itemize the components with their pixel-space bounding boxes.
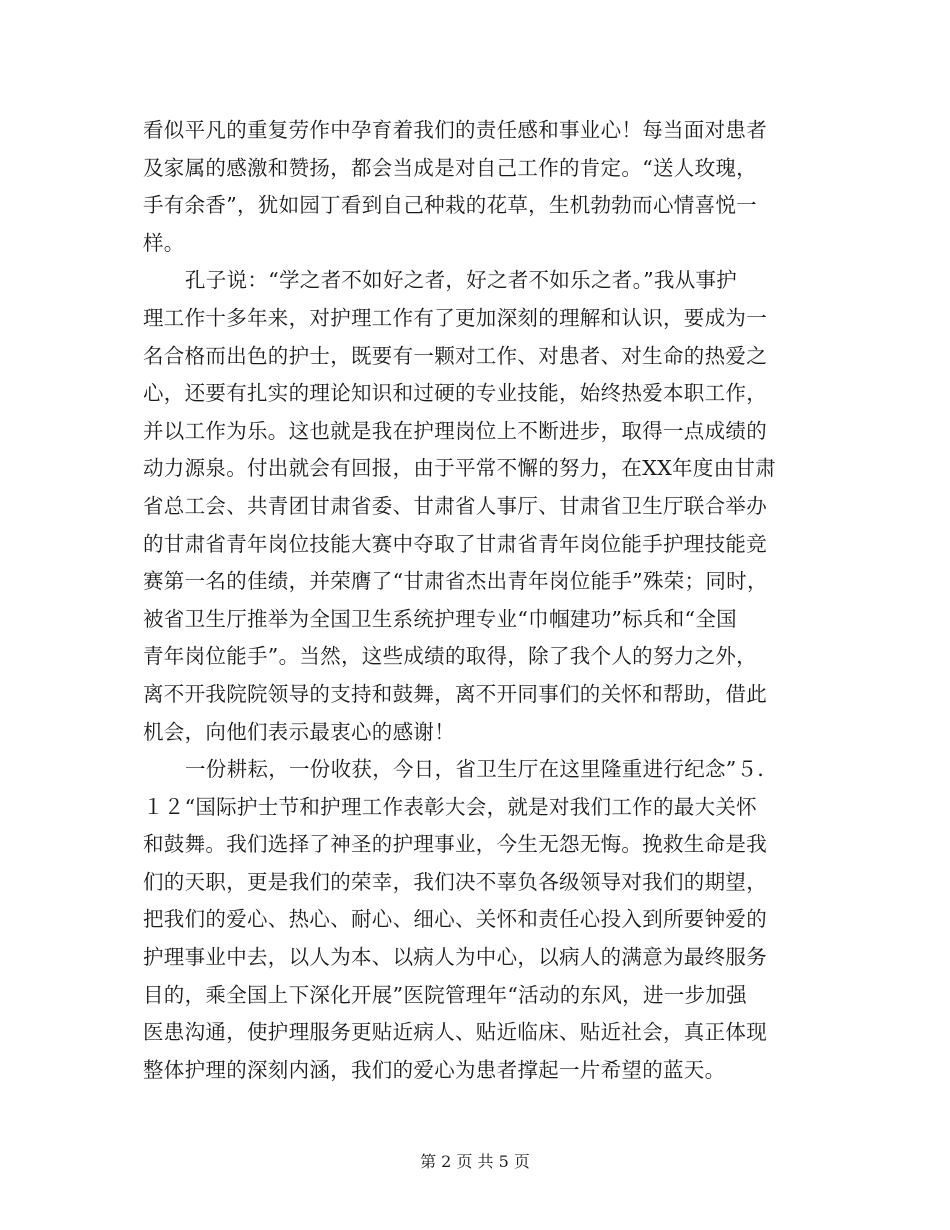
paragraph (143, 262, 808, 751)
text-line: 和鼓舞。我们选择了神圣的护理事业，今生无怨无悔。挽救生命是我 (143, 832, 767, 857)
text-line: 名合格而出色的护士，既要有一颗对工作、对患者、对生命的热爱之 (143, 343, 767, 368)
text-line: 把我们的爱心、热心、耐心、细心、关怀和责任心投入到所要钟爱的 (143, 907, 767, 932)
text-line: 被省卫生厅推举为全国卫生系统护理专业“巾帼建功”标兵和“全国 (143, 606, 737, 631)
text-line: 看似平凡的重复劳作中孕育着我们的责任感和事业心！每当面对患者 (143, 118, 767, 142)
text-line: 整体护理的深刻内涵，我们的爱心为患者撑起一片希望的蓝天。 (143, 1057, 726, 1082)
text-line: 青年岗位能手”。当然，这些成绩的取得，除了我个人的努力之外， (143, 644, 757, 669)
text-line: 样。 (143, 230, 185, 255)
text-line: １２“国际护士节和护理工作表彰大会，就是对我们工作的最大关怀 (143, 794, 757, 819)
text-line: 心，还要有扎实的理论知识和过硬的专业技能，始终热爱本职工作， (143, 381, 767, 406)
document-body (143, 112, 808, 1089)
text-line: 离不开我院院领导的支持和鼓舞，离不开同事们的关怀和帮助，借此 (143, 681, 767, 706)
text-line: 手有余香”，犹如园丁看到自己种栽的花草，生机勃勃而心情喜悦一 (143, 193, 757, 218)
text-line: 机会，向他们表示最衷心的感谢！ (143, 719, 455, 744)
text-line: 医患沟通，使护理服务更贴近病人、贴近临床、贴近社会，真正体现 (143, 1020, 767, 1045)
text-line: 孔子说：“学之者不如好之者，好之者不如乐之者。”我从事护 (185, 268, 738, 293)
text-line: 一份耕耘，一份收获，今日，省卫生厅在这里隆重进行纪念”５． (185, 757, 779, 782)
page-footer: 第 2 页 共 5 页 (420, 1152, 530, 1171)
text-line: 省总工会、共青团甘肃省委、甘肃省人事厅、甘肃省卫生厅联合举办 (143, 493, 767, 518)
paragraph (143, 112, 808, 262)
text-line: 赛第一名的佳绩，并荣膺了“甘肃省杰出青年岗位能手”殊荣；同时， (143, 569, 768, 594)
text-line: 们的天职，更是我们的荣幸，我们决不辜负各级领导对我们的期望， (143, 869, 767, 894)
text-line: 的甘肃省青年岗位技能大赛中夺取了甘肃省青年岗位能手护理技能竞 (143, 531, 767, 556)
text-line: 并以工作为乐。这也就是我在护理岗位上不断进步，取得一点成绩的 (143, 418, 767, 443)
text-line: 及家属的感激和赞扬，都会当成是对自己工作的肯定。“送人玫瑰， (143, 155, 757, 180)
paragraph (143, 751, 808, 1089)
text-line: 护理事业中去，以人为本、以病人为中心，以病人的满意为最终服务 (143, 945, 767, 970)
text-line: 目的，乘全国上下深化开展”医院管理年“活动的东风，进一步加强 (143, 982, 747, 1007)
text-line: 动力源泉。付出就会有回报，由于平常不懈的努力，在XX年度由甘肃 (143, 456, 776, 481)
text-line: 理工作十多年来，对护理工作有了更加深刻的理解和认识，要成为一 (143, 305, 767, 330)
